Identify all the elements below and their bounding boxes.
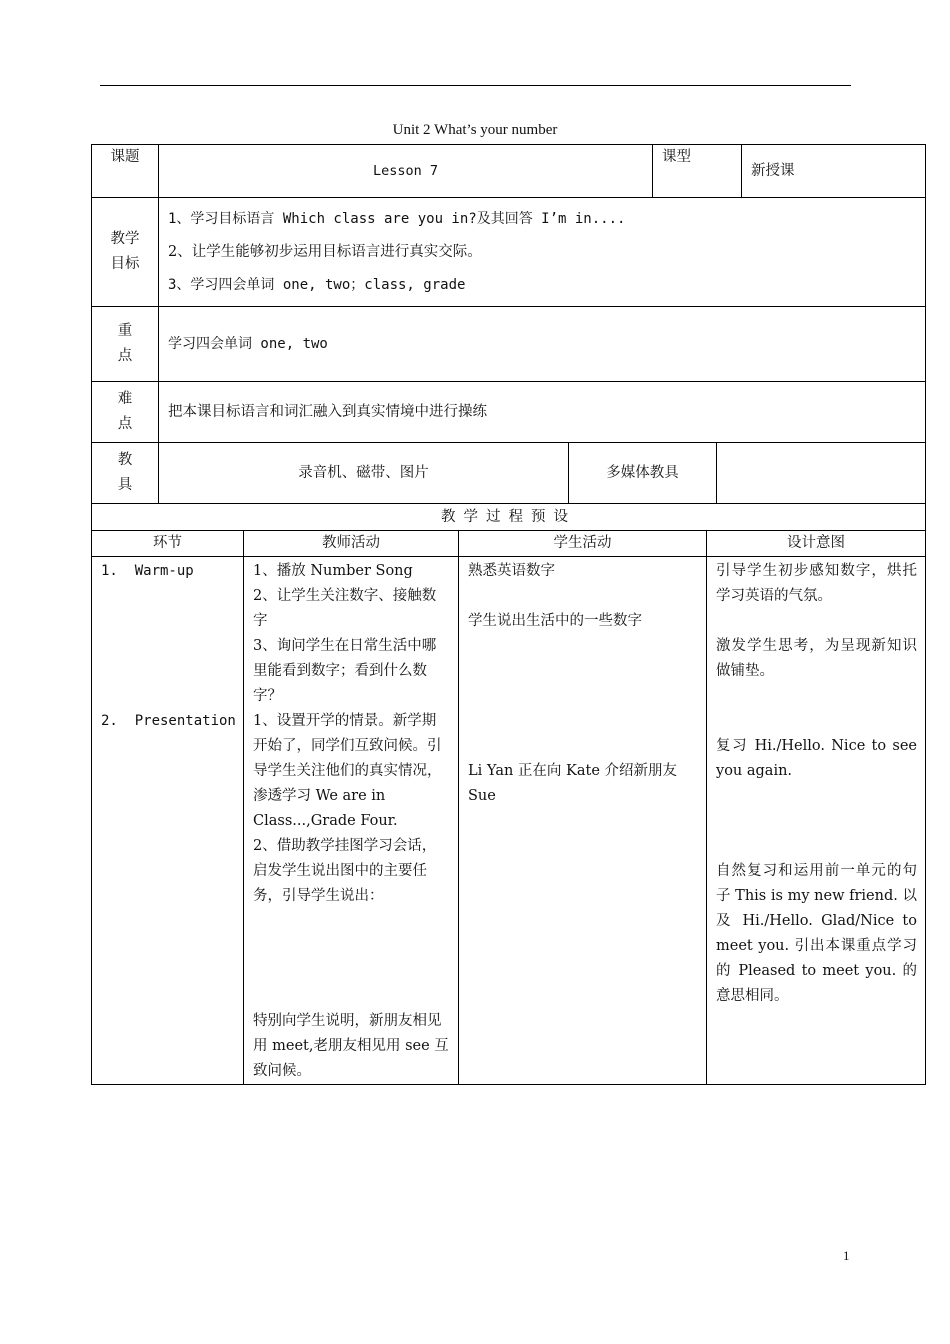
difficulties-label-1: 难 xyxy=(117,391,133,407)
topic-label xyxy=(92,145,159,198)
lesson-info-table xyxy=(91,144,926,198)
objective-item: 3、学习四会单词 one, two；class, grade xyxy=(168,276,466,293)
teacher-step: 1、设置开学的情景。新学期开始了，同学们互致问候。引导学生关注他们的真实情况，渗透学习 We are in Class...,Grade Four. xyxy=(253,713,442,829)
tools-label-1: 教 xyxy=(117,452,133,468)
tools-label xyxy=(92,443,159,504)
key-points-text: 学习四会单词 one, two xyxy=(159,307,926,382)
stage-warmup: 1. Warm-up xyxy=(101,563,194,579)
teacher-activities xyxy=(244,557,459,1085)
tools-value: 录音机、磁带、图片 xyxy=(159,443,569,504)
difficulties-label-2: 点 xyxy=(117,416,133,432)
student-step: 学生说出生活中的一些数字 xyxy=(468,613,642,629)
header-rule xyxy=(100,85,851,86)
teacher-step: 特别向学生说明，新朋友相见用 meet,老朋友相见用 see 互致问候。 xyxy=(253,1013,449,1079)
column-header: 设计意图 xyxy=(707,531,926,557)
process-heading: 教学过程预设 xyxy=(92,504,926,531)
intent-item: 引导学生初步感知数字，烘托学习英语的气氛。 xyxy=(716,563,917,604)
intent-item: 复习 Hi./Hello. Nice to see you again. xyxy=(716,738,917,779)
column-header: 环节 xyxy=(92,531,244,557)
page-number: 1 xyxy=(843,1248,850,1263)
student-step: Li Yan 正在向 Kate 介绍新朋友 Sue xyxy=(468,763,678,804)
tools-table xyxy=(91,442,926,504)
objectives-label xyxy=(92,198,159,307)
key-points-label xyxy=(92,307,159,382)
media-label: 多媒体教具 xyxy=(569,443,717,504)
tools-label-2: 具 xyxy=(117,477,133,493)
goals-table xyxy=(91,197,926,443)
student-activities xyxy=(459,557,707,1085)
topic-value: Lesson 7 xyxy=(159,145,653,198)
process-table xyxy=(91,503,926,1085)
key-points-label-2: 点 xyxy=(117,348,133,364)
objectives-list xyxy=(159,198,926,307)
intent-item: 激发学生思考，为呈现新知识做铺垫。 xyxy=(716,638,917,679)
teacher-step: 2、借助教学挂图学习会话，启发学生说出图中的主要任务，引导学生说出： xyxy=(253,838,437,904)
intent-item: 自然复习和运用前一单元的句子 This is my new friend. 以及 Hi./Hello. Glad/Nice to meet you. 引出本课重点学习的 Pleased to meet you. 的意思相同。 xyxy=(716,863,917,1004)
key-points-label-1: 重 xyxy=(117,323,133,339)
objectives-label-2: 目标 xyxy=(110,256,140,272)
objectives-label-1: 教学 xyxy=(110,231,140,247)
page-title: Unit 2 What’s your number xyxy=(392,122,558,138)
teacher-step: 1、播放 Number Song xyxy=(253,563,413,579)
type-label: 课型 xyxy=(653,145,742,198)
column-header: 学生活动 xyxy=(459,531,707,557)
type-value: 新授课 xyxy=(742,145,926,198)
difficulties-label xyxy=(92,382,159,443)
teacher-step: 2、让学生关注数字、接触数字 xyxy=(253,588,437,629)
stage-presentation: 2. Presentation xyxy=(101,713,236,729)
design-intent xyxy=(707,557,926,1085)
objective-item: 2、让学生能够初步运用目标语言进行真实交际。 xyxy=(168,243,482,260)
column-header: 教师活动 xyxy=(244,531,459,557)
stages-cell xyxy=(92,557,244,1085)
objective-item: 1、学习目标语言 Which class are you in?及其回答 I’m in.... xyxy=(168,210,626,227)
topic-label-text: 课题 xyxy=(110,149,140,165)
media-value xyxy=(717,443,926,504)
student-step: 熟悉英语数字 xyxy=(468,563,555,579)
difficulties-text: 把本课目标语言和词汇融入到真实情境中进行操练 xyxy=(159,382,926,443)
teacher-step: 3、询问学生在日常生活中哪里能看到数字；看到什么数字？ xyxy=(253,638,437,704)
